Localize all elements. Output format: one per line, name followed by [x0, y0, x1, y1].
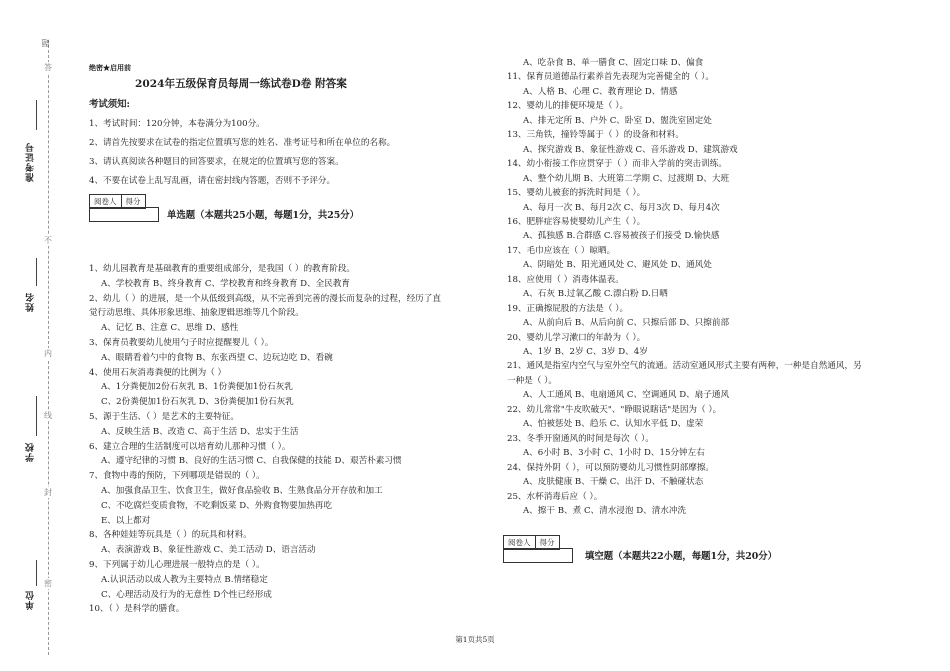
question-text: 12、婴幼儿的排便环境是（ ）。 — [507, 101, 629, 112]
answer-options: A、加强食品卫生、饮食卫生，做好食品验收 B、生熟食品分开存放和加工 — [101, 486, 383, 496]
secret-label: 绝密★启用前 — [89, 63, 131, 72]
question-text: 觉行动思维、具体形象思维、抽象逻辑思维等几个阶段。 — [89, 308, 304, 319]
answer-options: A、6小时 B、3小时 C、1小时 D、15分钟左右 — [523, 448, 705, 459]
field-label-exam-number: 准考证号 — [26, 142, 36, 182]
answer-options: A、探究游戏 B、象征性游戏 C、音乐游戏 D、建筑游戏 — [523, 144, 738, 155]
question-text: 23、冬季开窗通风的时间是每次（ ）。 — [507, 433, 654, 444]
score-box-score: 得分 — [539, 538, 555, 547]
question-text: 16、肥胖症容易使婴幼儿产生（ ）。 — [507, 216, 646, 227]
field-underline — [36, 396, 37, 436]
question-text: 19、正确擦屁股的方法是（ ）。 — [507, 303, 629, 314]
question-text: 24、保持外阴（ ），可以预防婴幼儿习惯性阴部摩擦。 — [507, 462, 715, 473]
question-text: 一种是（ ）。 — [507, 375, 557, 386]
answer-options: A、1分粪便加2份石灰乳 B、1份粪便加1份石灰乳 — [101, 382, 293, 393]
question-text: 14、幼小衔接工作应贯穿于（ ）而非入学前的突击训练。 — [507, 159, 727, 170]
answer-options: A、整个幼儿期 B、大班第二学期 C、过渡期 D、大班 — [523, 173, 730, 184]
answer-options: A、反映生活 B、改造 C、高于生活 D、忠实于生活 — [101, 426, 299, 437]
seal-char: 线 — [44, 411, 52, 420]
answer-options: A、石灰 B.过氧乙酸 C.漂白粉 D.日晒 — [523, 289, 668, 300]
question-text: 25、水杯消毒后应（ ）。 — [507, 491, 603, 502]
question-text: 7、食物中毒的预防，下列哪项是错误的（ ）。 — [89, 471, 265, 482]
answer-options: C、2份粪便加1份石灰乳 D、3份粪便加1份石灰乳 — [101, 397, 294, 408]
answer-options: A、遵守纪律的习惯 B、良好的生活习惯 C、自我保健的技能 D、艰苦朴素习惯 — [101, 456, 402, 467]
seal-char: 答 — [44, 63, 52, 72]
answer-options: A、皮肤健康 B、干燥 C、出汗 D、不触碰状态 — [523, 477, 704, 488]
answer-options: A、阴暗处 B、阳光通风处 C、避风处 D、通风处 — [523, 260, 712, 271]
score-box-blank — [503, 548, 573, 563]
answer-options: C、心理活动及行为的无意性 D个性已经形成 — [101, 589, 272, 600]
question-text: 6、建立合理的生活制度可以培育幼儿那种习惯（ ）。 — [89, 441, 291, 452]
question-text: 20、婴幼儿学习漱口的年龄为（ ）。 — [507, 332, 646, 343]
question-text: 10、（ ）是科学的膳食。 — [89, 604, 185, 615]
exam-title: 2024年五级保育员每周一练试卷D卷 附答案 — [135, 78, 347, 90]
question-text: 5、源于生活、（ ）是艺术的主要特征。 — [89, 412, 239, 422]
answer-options: A、怕被惩处 B、趋乐 C、认知水平低 D、虚荣 — [523, 419, 704, 430]
score-box-blank — [89, 207, 159, 222]
page-footer: 第1页共5页 — [455, 635, 495, 644]
answer-options: A、人工通风 B、电扇通风 C、空调通风 D、扇子通风 — [523, 390, 730, 401]
answer-options: A、人格 B、心理 C、教育理论 D、情感 — [523, 86, 678, 97]
score-box-grader: 阅卷人 — [504, 536, 536, 549]
seal-char: 内 — [44, 349, 52, 358]
binding-margin — [0, 0, 60, 671]
seal-char: 封 — [44, 488, 52, 497]
question-text: 22、幼儿常常"牛皮吹破天"、"睁眼说瞎话"是因为（ ）。 — [507, 404, 722, 415]
seal-char: 密 — [44, 579, 52, 588]
question-text: 1、幼儿园教育是基础教育的重要组成部分，是我国（ ）的教育阶段。 — [89, 264, 356, 274]
section-title-fill-blank: 填空题（本题共22小题，每题1分，共20分） — [585, 551, 777, 562]
answer-options: A、表演游戏 B、象征性游戏 C、美工活动 D、语言活动 — [101, 545, 316, 556]
field-underline — [36, 100, 37, 130]
answer-options: A、擦干 B、煮 C、清水浸泡 D、清水冲洗 — [523, 505, 687, 516]
question-text: 11、保育员道德品行素养首先表现为完善健全的（ ）。 — [507, 72, 715, 83]
field-label-unit: 单位 — [26, 590, 36, 610]
answer-options: A、每月一次 B、每月2次 C、每月3次 D、每月4次 — [523, 202, 720, 213]
seal-char: 不 — [44, 236, 52, 245]
question-text: 18、应使用（ ）消毒体温表。 — [507, 274, 624, 285]
answer-options: A、记忆 B、注意 C、思维 D、感性 — [101, 323, 239, 334]
notice-title: 考试须知: — [89, 99, 130, 110]
answer-options: A、吃杂食 B、单一膳食 C、固定口味 D、偏食 — [523, 58, 704, 68]
answer-options: A、眼睛看着勺中的食物 B、东张西望 C、边玩边吃 D、看碗 — [101, 352, 333, 363]
answer-options: A、学校教育 B、终身教育 C、学校教育和终身教育 D、全民教育 — [101, 278, 351, 289]
question-text: 3、保育员教要幼儿使用勺子时应提醒婴儿（ ）。 — [89, 338, 274, 348]
question-text: 15、婴幼儿被套的拆洗时间是（ ）。 — [507, 188, 646, 199]
question-text: 4、使用石灰消毒粪便的比例为（ ） — [89, 367, 227, 378]
field-label-school: 学校 — [26, 442, 36, 462]
question-text: 17、毛巾应该在（ ）晾晒。 — [507, 245, 616, 256]
field-label-name: 姓名 — [26, 292, 36, 312]
answer-options: A、孤独感 B.合群感 C.容易被孩子们接受 D.愉快感 — [523, 231, 720, 242]
notice-item: 3、请认真阅读各种题目的回答要求，在规定的位置填写您的答案。 — [89, 157, 344, 167]
score-box-score: 得分 — [125, 197, 141, 206]
answer-options: A、从前向后 B、从后向前 C、只擦后部 D、只擦前部 — [523, 318, 730, 329]
answer-options: A、排无定所 B、户外 C、卧室 D、盥洗室固定处 — [523, 115, 712, 126]
question-text: 21、通风是指室内空气与室外空气的流通。活动室通风形式主要有两种，一种是自然通风，另 — [507, 361, 862, 372]
question-text: 8、各种娃娃等玩具是（ ）的玩具和材料。 — [89, 530, 252, 541]
question-text: 9、下列属于幼儿心理进展一般特点的是（ ）。 — [89, 560, 265, 570]
binding-top-char: 题 — [41, 38, 50, 47]
section-title-single-choice: 单选题（本题共25小题，每题1分，共25分） — [167, 210, 359, 221]
answer-options: A、1岁 B、2岁 C、3岁 D、4岁 — [523, 347, 648, 357]
notice-item: 2、请首先按要求在试卷的指定位置填写您的姓名、准考证号和所在单位的名称。 — [89, 138, 396, 148]
notice-item: 1、考试时间：120分钟，本卷满分为100分。 — [89, 119, 265, 129]
question-text: 2、幼儿（ ）的进展，是一个从低级到高级，从不完善到完善的漫长而复杂的过程，经历了直 — [89, 293, 441, 304]
field-underline — [36, 258, 37, 286]
answer-options: E、以上都对 — [101, 515, 151, 526]
answer-options: C、不吃腐烂变质食物，不吃剩饭菜 D、外购食物要加热再吃 — [101, 500, 333, 511]
notice-item: 4、不要在试卷上乱写乱画，请在密封线内答题，否则不予评分。 — [89, 176, 336, 186]
score-box-grader: 阅卷人 — [90, 195, 122, 208]
question-text: 13、三角铁，撞铃等属于（ ）的设备和材料。 — [507, 130, 684, 141]
answer-options: A.认识活动以成人教为主要特点 B.情绪稳定 — [101, 574, 268, 585]
field-underline — [36, 560, 37, 586]
